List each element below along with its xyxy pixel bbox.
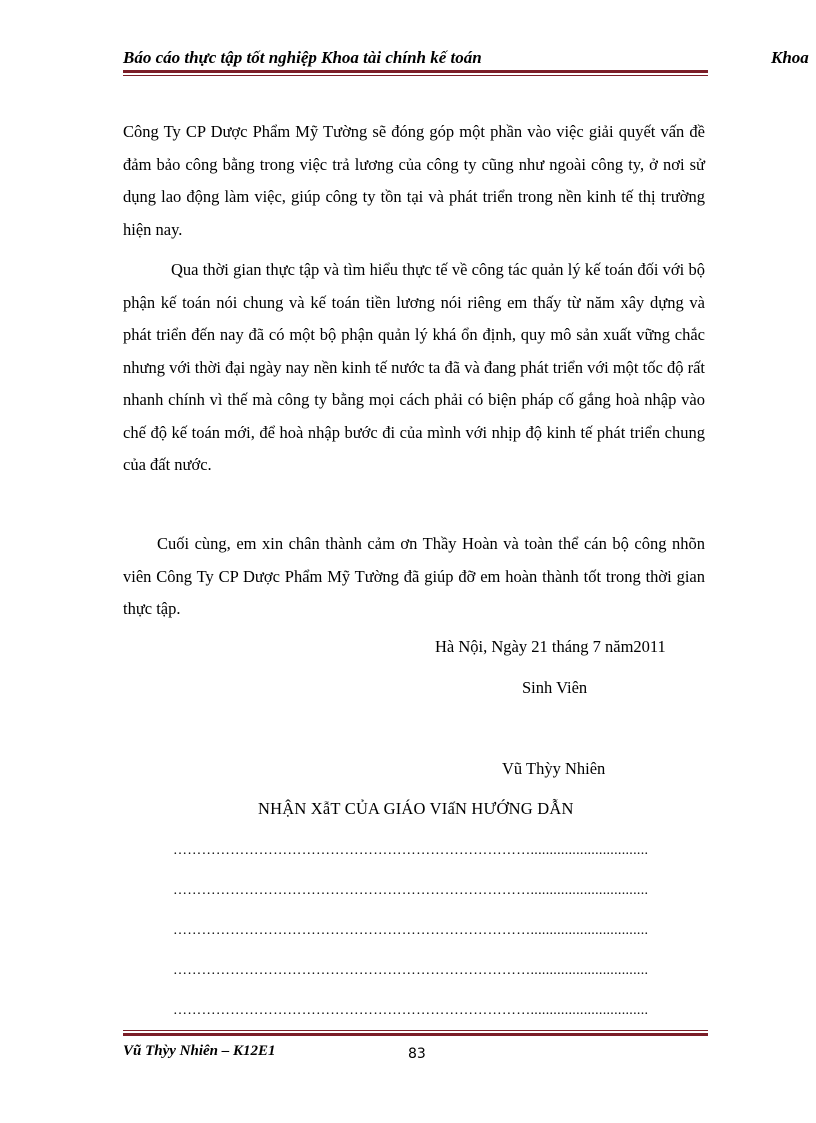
paragraph-contribution: Công Ty CP Dược Phẩm Mỹ Tường sẽ đóng góp một phần vào việc giải quyết vấn đề đảm bảo công bằng trong việc trả lương của công ty cũng như ngoài công ty, ở nơi sử dụng lao động làm việc, giúp công ty tồn tại và phát triển trong nền kinh tế thị trường hiện nay.	[123, 122, 705, 239]
page-number: 83	[408, 1046, 426, 1062]
comment-line: …………………………………………………………………...............................	[173, 1003, 649, 1018]
footer-author: Vũ Thỳy Nhiên – K12E1	[123, 1043, 276, 1059]
running-header-right: Khoa	[771, 48, 809, 67]
comment-line: …………………………………………………………………...............................	[173, 843, 649, 858]
signature-name: Vũ Thỳy Nhiên	[502, 759, 606, 778]
signature-date: Hà Nội, Ngày 21 tháng 7 năm2011	[435, 637, 666, 656]
footer-rule-thick	[123, 1033, 708, 1036]
comment-line: …………………………………………………………………...............................	[173, 963, 649, 978]
running-header-title: Báo cáo thực tập tốt nghiệp Khoa tài chính kế toán	[123, 48, 482, 67]
comment-line: …………………………………………………………………...............................	[173, 923, 649, 938]
paragraph-internship-review: Qua thời gian thực tập và tìm hiểu thực tế về công tác quản lý kế toán đối với bộ phận kế toán nói chung và kế toán tiền lương nói riêng em thấy từ năm xây dựng và phát triển đến nay đã có một bộ phận quản lý khá ổn định, quy mô sản xuất vững chắc nhưng với thời đại ngày nay nền kinh tế nước ta đã và đang phát triển với một tốc độ rất nhanh chính vì thế mà công ty bằng mọi cách phải có biện pháp cố gắng hoà nhập vào chế độ kế toán mới, để hoà nhập bước đi của mình với nhịp độ kinh tế phát triển chung của đất nước.	[123, 260, 705, 474]
comment-line: …………………………………………………………………...............................	[173, 883, 649, 898]
teacher-comments-title: NHẬN XẫT CỦA GIÁO VIấN HƯỚNG DẪN	[258, 799, 574, 818]
footer-rule-thin	[123, 1030, 708, 1031]
paragraph-thanks: Cuối cùng, em xin chân thành cảm ơn Thầy Hoàn và toàn thể cán bộ công nhõn viên Công Ty CP Dược Phẩm Mỹ Tường đã giúp đỡ em hoàn thành tốt trong thời gian thực tập.	[123, 534, 705, 618]
header-rule-thin	[123, 75, 708, 76]
header-rule-thick	[123, 70, 708, 73]
signature-role: Sinh Viên	[522, 678, 588, 697]
